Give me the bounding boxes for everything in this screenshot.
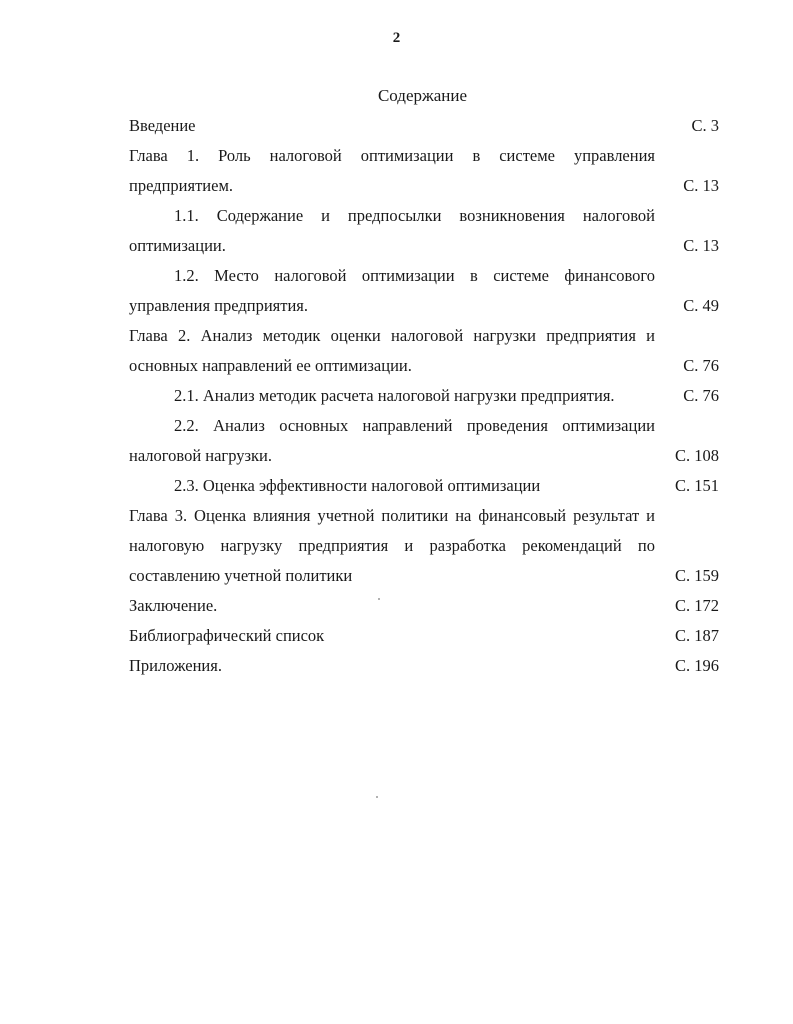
toc-entry-appendices: [129, 651, 719, 681]
toc-entry-text: Глава 1. Роль налоговой оптимизации в системе управления предприятием.: [129, 146, 655, 195]
toc-entry-page: С. 3: [691, 116, 719, 135]
toc-entry-page: С. 196: [674, 656, 719, 675]
scan-speck: [378, 598, 380, 600]
toc-entry-section-2-2: [129, 411, 719, 471]
toc-entry-conclusion: [129, 591, 719, 621]
toc-entry-text: 2.3. Оценка эффективности налоговой оптимизации: [174, 476, 541, 495]
toc-entry-text: 1.1. Содержание и предпосылки возникновения налоговой оптимизации.: [129, 206, 655, 255]
page-number: 2: [392, 30, 401, 46]
toc-entry-page: С. 172: [674, 596, 719, 615]
toc-entry-text: Глава 3. Оценка влияния учетной политики на финансовый результат и налоговую нагрузку предприятия и разработка рекомендаций по составлению учетной политики: [129, 506, 655, 585]
toc-entry-page: С. 159: [674, 566, 719, 585]
toc-entry-text: Заключение.: [129, 596, 218, 615]
toc-entry-chapter-2: [129, 321, 719, 381]
toc-entry-chapter-3: [129, 501, 719, 591]
toc-entry-section-1-2: [129, 261, 719, 321]
toc-entry-text: Введение: [129, 116, 196, 135]
toc-entry-text: Приложения.: [129, 656, 222, 675]
toc-entry-introduction: [129, 111, 719, 141]
toc-entry-page: С. 49: [683, 296, 719, 315]
toc-entry-page: С. 76: [683, 386, 719, 405]
toc-entry-page: С. 187: [674, 626, 719, 645]
toc-entry-text: 2.2. Анализ основных направлений проведения оптимизации налоговой нагрузки.: [129, 416, 655, 465]
toc-entry-page: С. 151: [674, 476, 719, 495]
scan-speck: [376, 796, 378, 798]
toc-entry-page: С. 76: [683, 356, 719, 375]
toc-entry-text: 2.1. Анализ методик расчета налоговой нагрузки предприятия.: [174, 386, 615, 405]
toc-title: Содержание: [377, 86, 468, 105]
toc-entry-bibliography: [129, 621, 719, 651]
toc-entry-section-2-3: [129, 471, 719, 501]
toc-entry-page: С. 13: [683, 176, 719, 195]
toc-entry-section-1-1: [129, 201, 719, 261]
toc-entry-text: Библиографический список: [129, 626, 325, 645]
table-of-contents: [129, 111, 719, 681]
toc-entry-page: С. 108: [674, 446, 719, 465]
toc-entry-text: Глава 2. Анализ методик оценки налоговой нагрузки предприятия и основных направлений ее оптимизации.: [129, 326, 655, 375]
toc-entry-chapter-1: [129, 141, 719, 201]
toc-entry-text: 1.2. Место налоговой оптимизации в системе финансового управления предприятия.: [129, 266, 655, 315]
toc-entry-section-2-1: [129, 381, 719, 411]
toc-entry-page: С. 13: [683, 236, 719, 255]
